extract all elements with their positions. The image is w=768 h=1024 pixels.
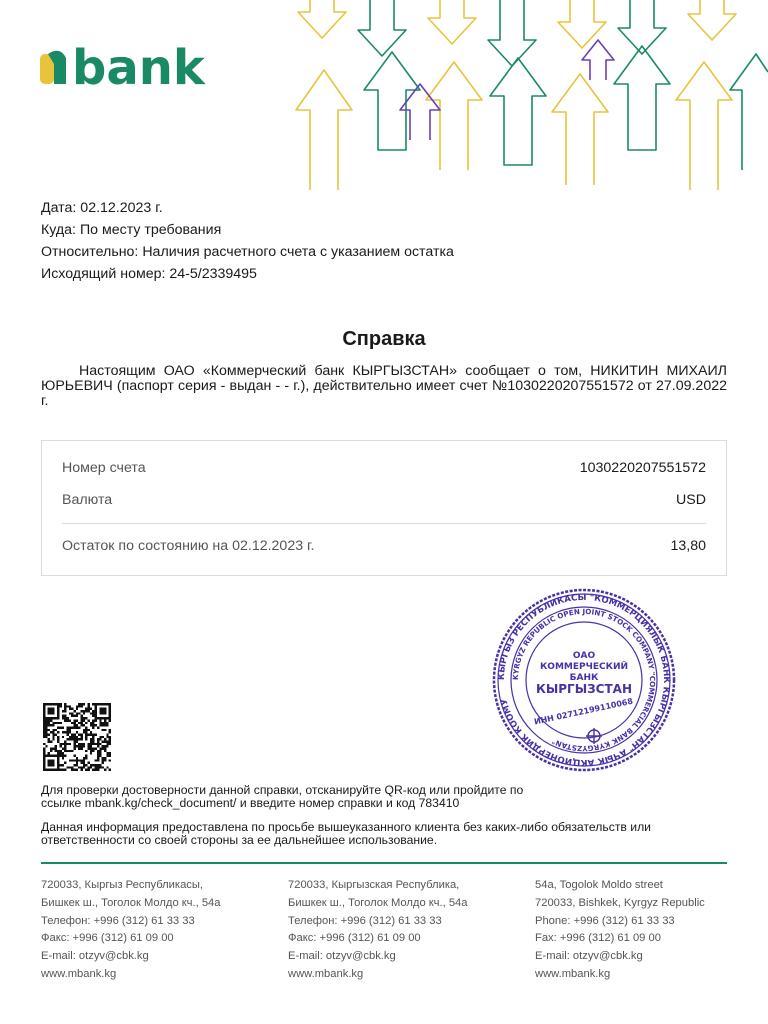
footer-line: www.mbank.kg — [288, 967, 364, 980]
disclaimer-line2: ответственности со своей стороны за ее дальнейшее использование. — [41, 833, 438, 847]
meta-date: Дата: 02.12.2023 г. — [41, 200, 163, 216]
meta-outgoing-number: Исходящий номер: 24-5/2339495 — [41, 266, 257, 282]
footer-line: Бишкек ш., Тоголок Молдо кч., 54а — [288, 896, 468, 909]
mbank-logo — [38, 38, 258, 96]
document-body-text: Настоящим ОАО «Коммерческий банк КЫРГЫЗСТАН» сообщает о том, НИКИТИН МИХАИЛ ЮРЬЕВИЧ (паспорт серия - выдан - - г.), действительно имеет счет №1030220207551572 от 27.09.2022 г. — [41, 363, 727, 409]
stamp-center-line2: КОММЕРЧЕСКИЙ — [539, 662, 629, 672]
footer-line: E-mail: otzyv@cbk.kg — [535, 950, 643, 963]
footer-line: 720033, Bishkek, Kyrgyz Republic — [535, 896, 705, 909]
footer-line: Phone: +996 (312) 61 33 33 — [535, 914, 675, 927]
stamp-center-line4: КЫРГЫЗСТАН — [536, 682, 632, 696]
document-body — [41, 364, 727, 409]
account-details-box — [41, 440, 727, 576]
meta-destination: Куда: По месту требования — [41, 222, 222, 238]
svg-text:bank: bank — [72, 40, 205, 96]
disclaimer-line1: Данная информация предоставлена по просьбе вышеуказанного клиента без каких-либо обязательств или — [41, 820, 651, 834]
currency-label: Валюта — [62, 492, 113, 508]
stamp-ring-outer-text: КЫРГЫЗ РЕСПУБЛИКАСЫ "КОММЕРЦИЯЛЫК БАНК КЫРГЫЗСТАН" АЧЫК АКЦИОНЕРДИК КООМУ — [496, 592, 672, 768]
footer-line: 720033, Кыргызская Республика, — [288, 879, 460, 891]
document-title: Справка — [342, 328, 426, 350]
footer-column-russian — [288, 877, 468, 984]
bank-stamp — [490, 586, 678, 774]
footer-line: Fax: +996 (312) 61 09 00 — [535, 932, 661, 945]
stamp-emblem-icon — [586, 728, 602, 744]
stamp-center-line1: ОАО — [572, 651, 596, 661]
divider — [62, 523, 706, 524]
balance-label: Остаток по состоянию на 02.12.2023 г. — [62, 538, 315, 554]
currency-value: USD — [676, 492, 706, 508]
footer-column-english — [535, 877, 705, 984]
qr-code-icon — [41, 703, 113, 771]
balance-value: 13,80 — [670, 538, 706, 554]
footer-line: www.mbank.kg — [41, 967, 117, 980]
footer-line: Факс: +996 (312) 61 09 00 — [41, 932, 174, 945]
footer-line: 720033, Кыргыз Республикасы, — [41, 879, 204, 891]
footer-divider — [41, 862, 727, 864]
stamp-center-line3: БАНК — [569, 673, 599, 683]
footer-line: Бишкек ш., Тоголок Молдо кч., 54а — [41, 896, 221, 909]
footer-line: E-mail: otzyv@cbk.kg — [288, 950, 396, 963]
footer-line: Телефон: +996 (312) 61 33 33 — [41, 914, 195, 927]
footer-column-kyrgyz — [41, 877, 221, 984]
decorative-arrows-pattern — [290, 0, 768, 200]
footer-line: Факс: +996 (312) 61 09 00 — [288, 932, 421, 945]
disclaimer — [41, 821, 741, 847]
footer-line: Телефон: +996 (312) 61 33 33 — [288, 914, 442, 927]
verification-note — [41, 784, 641, 810]
meta-subject: Относительно: Наличия расчетного счета с указанием остатка — [41, 244, 454, 260]
verification-line1: Для проверки достоверности данной справки, отсканируйте QR-код или пройдите по — [41, 783, 524, 797]
footer-line: E-mail: otzyv@cbk.kg — [41, 950, 149, 963]
footer-line: 54a, Togolok Moldo street — [535, 879, 663, 891]
stamp-inn: ИНН 02712199110068 — [533, 696, 634, 727]
stamp-ring-inner-text: KYRGYZ REPUBLIC OPEN JOINT STOCK COMPANY "COMMERCIAL BANK KYRGYZSTAN" — [510, 606, 658, 754]
verification-line2: ссылке mbank.kg/check_document/ и введите номер справки и код 783410 — [41, 796, 460, 810]
account-number-label: Номер счета — [62, 460, 146, 476]
account-number-value: 1030220207551572 — [579, 460, 706, 476]
footer-line: www.mbank.kg — [535, 967, 611, 980]
